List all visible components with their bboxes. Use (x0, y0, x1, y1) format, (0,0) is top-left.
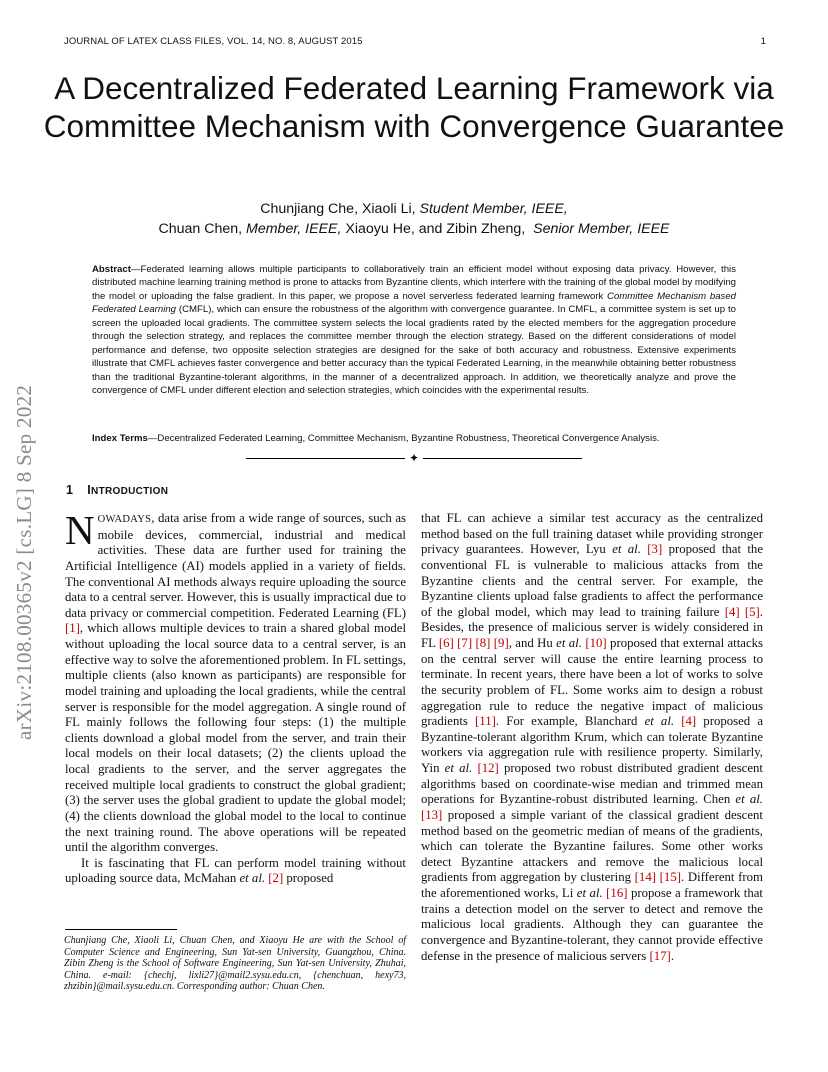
citation-link[interactable]: [8] (475, 636, 491, 650)
body-text: proposed that external attacks on the central server will cause the entire learning process to terminate. In recent years, there have been a lot of works to solve the security problem of FL. Some works aim to design a robust aggregation rule to reduce the negative impact of malicious gradients (421, 636, 764, 729)
citation-link[interactable]: [15] (659, 870, 681, 885)
page-number: 1 (760, 36, 766, 47)
citation-link[interactable]: [4] (724, 604, 740, 619)
diamond-ornament-icon: ✦ (405, 450, 423, 466)
body-text: , and Hu (508, 636, 557, 650)
index-terms-label: Index Terms (92, 433, 148, 444)
author-block (40, 200, 788, 239)
citation-link[interactable]: [3] (647, 542, 663, 557)
body-text: proposed a Byzantine-tolerant algorithm Krum, which can tolerate Byzantine workers via aggregation rule with resilience property. Similarly, Yin (421, 714, 764, 775)
abstract-text: —Federated learning allows multiple participants to collaboratively train an efficient model without exposing data privacy. However, this distributed machine learning training method is prone to attacks from Byzantine clients, which interfere with the training of the global model by modifying the model or uploading the false gradient. In this paper, we propose a novel serverless federated learning framework (92, 264, 736, 302)
section-title-rest: NTRODUCTION (91, 486, 169, 497)
citation-link[interactable]: [16] (606, 886, 628, 900)
body-text: proposed (283, 871, 334, 886)
drop-cap: N (65, 507, 95, 553)
citation-link[interactable]: [17] (649, 948, 671, 963)
left-column (65, 507, 406, 887)
body-text: , data arise from a wide range of sources, such as mobile devices, commercial, industrial and medical activities. These data are further used for training the Artificial Intelligence (AI) models applied in a variety of fields. The conventional AI methods always require uploading the source data to a central server. However, this is usually impractical due to data privacy or commercial competition. Federated Learning (FL) (65, 511, 406, 620)
citation-link[interactable]: [12] (477, 761, 499, 775)
abstract (92, 263, 736, 398)
body-text: that FL can achieve a similar test accuracy as the centralized method based on the full training dataset while providing stronger privacy guarantees. However, Lyu (421, 511, 763, 557)
body-text: , which allows multiple devices to train a shared global model without uploading the local source data to a central server, is an effective way to solve the aforementioned problem. In FL settings, multiple clients (also known as participants) are responsible for model training and uploading the local gradients, while the central server is responsible for the model aggregation. A single round of FL mainly follows the following four steps: (1) the multiple clients download a global model from the server, and train their local models on their local datasets; (2) the clients upload the local gradients to the server, and the server aggregates the received multiple local gradients to construct the global gradient; (3) the server uses the global gradient to update the global model; (4) the clients download the global model to the local to continue the next training round. The above operations will be repeated until the algorithm converges. (65, 621, 406, 855)
author-line-2 (40, 220, 788, 240)
citation-link[interactable]: [1] (65, 621, 80, 636)
et-al: et al. (239, 871, 266, 886)
section-heading (66, 483, 168, 497)
right-column (421, 511, 763, 964)
et-al: et al. (576, 886, 603, 900)
arxiv-watermark: arXiv:2108.00365v2 [cs.LG] 8 Sep 2022 (12, 384, 36, 740)
et-al: et al. (644, 714, 675, 729)
citation-link[interactable]: [13] (421, 807, 443, 822)
paragraph (65, 856, 406, 887)
body-text: . (670, 948, 675, 963)
et-al: et al. (735, 792, 763, 807)
body-text: . Different from the aforementioned works, Li (421, 870, 764, 900)
paper-title: A Decentralized Federated Learning Framework via Committee Mechanism with Convergence Guarantee (43, 70, 785, 144)
index-terms (92, 432, 736, 445)
body-text: . For example, Blanchard (495, 714, 645, 729)
section-title-initial: I (87, 483, 92, 497)
abstract-text: (CMFL), which can ensure the robustness of the algorithm with convergence guarantee. In CMFL, a committee system is set up to screen the uploaded local gradients. The committee system selects the local gradients rated by the elected members for the aggregation procedure through the selection strategy, and replaces the committee member through the election strategy. Based on the different considerations of model performance and defense, two opposite selection strategies are designed for the sake of both accuracy and robustness. Extensive experiments illustrate that CMFL achieves faster convergence and better accuracy than the typical Federated Learning, in the meanwhile obtaining better robustness than the traditional Byzantine-tolerant algorithms, in the manner of a decentralized approach. In addition, we theoretically analyze and prove the convergence of CMFL under different election and selection strategies, which coincides with the experimental results. (92, 304, 736, 397)
citation-link[interactable]: [6] (438, 636, 454, 650)
footnote-rule (65, 929, 177, 930)
author-name: Chuan Chen, (158, 220, 243, 237)
author-role: Student Member, IEEE, (419, 201, 568, 217)
citation-link[interactable]: [14] (634, 870, 656, 885)
paragraph (421, 511, 763, 964)
framework-name: Committee Mechanism based Federated Learning (92, 290, 737, 316)
author-role: Senior Member, IEEE (533, 220, 670, 237)
citation-link[interactable]: [9] (493, 636, 509, 650)
et-al: et al. (556, 636, 582, 650)
body-text: proposed that the conventional FL is vulnerable to malicious attacks from the Byzantine clients and the central server. For example, the Byzantine clients upload false gradients to affect the performance of the global model, which may lead to training failure (421, 542, 764, 619)
body-text: propose a framework that trains a detection model on the server to detect and remove the malicious local gradients. Although they can guarantee the convergence and Byzantine-tolerant, they cannot provide effective defense in the presence of malicious servers (421, 886, 763, 963)
body-text: . Besides, the presence of malicious server is widely considered in FL (421, 604, 763, 650)
et-al: et al. (444, 761, 473, 775)
paragraph (65, 507, 406, 856)
author-line-1 (40, 200, 788, 220)
section-number: 1 (66, 483, 74, 497)
body-text: It is fascinating that FL can perform model training without uploading source data, McMahan (65, 855, 406, 886)
citation-link[interactable]: [2] (268, 871, 284, 886)
citation-link[interactable]: [10] (585, 636, 607, 650)
affiliation-footnote: Chunjiang Che, Xiaoli Li, Chuan Chen, and Xiaoyu He are with the School of Computer Science and Engineering, Sun Yat-sen University, Guangzhou, China. Zibin Zheng is the School of Software Engineering, Sun Yat-sen University, Zhuhai, China. e-mail: {chechj, lixli27}@mail2.sysu.edu.cn, {chenchuan, hexy73, zhzibin}@mail.sysu.edu.cn. Corresponding author: Chuan Chen. (64, 935, 406, 993)
running-header (64, 36, 766, 47)
citation-link[interactable]: [7] (457, 636, 473, 650)
citation-link[interactable]: [11] (475, 714, 496, 729)
smallcaps-lead: OWADAYS (97, 514, 152, 525)
et-al: et al. (612, 542, 641, 557)
citation-link[interactable]: [4] (681, 714, 697, 729)
journal-name: JOURNAL OF LATEX CLASS FILES, VOL. 14, NO. 8, AUGUST 2015 (64, 36, 363, 47)
author-names: Chunjiang Che, Xiaoli Li, (260, 201, 416, 217)
author-names: Xiaoyu He, and Zibin Zheng, (345, 220, 526, 237)
abstract-label: Abstract (92, 264, 131, 275)
index-terms-text: —Decentralized Federated Learning, Committee Mechanism, Byzantine Robustness, Theoretical Convergence Analysis. (147, 433, 660, 444)
body-text: proposed two robust distributed gradient descent algorithms based on coordinate-wise median and trimmed mean operations for Byzantine-robust distributed learning. Chen (421, 761, 763, 807)
body-text: proposed a simple variant of the classical gradient descent method based on the geometric median of means of the gradients, which can tolerate the Byzantine failures. Some other works detect Byzantine attackers and remove the malicious local gradients from aggregation by clustering (421, 807, 763, 885)
citation-link[interactable]: [5] (744, 604, 760, 619)
author-role: Member, IEEE, (246, 220, 342, 237)
